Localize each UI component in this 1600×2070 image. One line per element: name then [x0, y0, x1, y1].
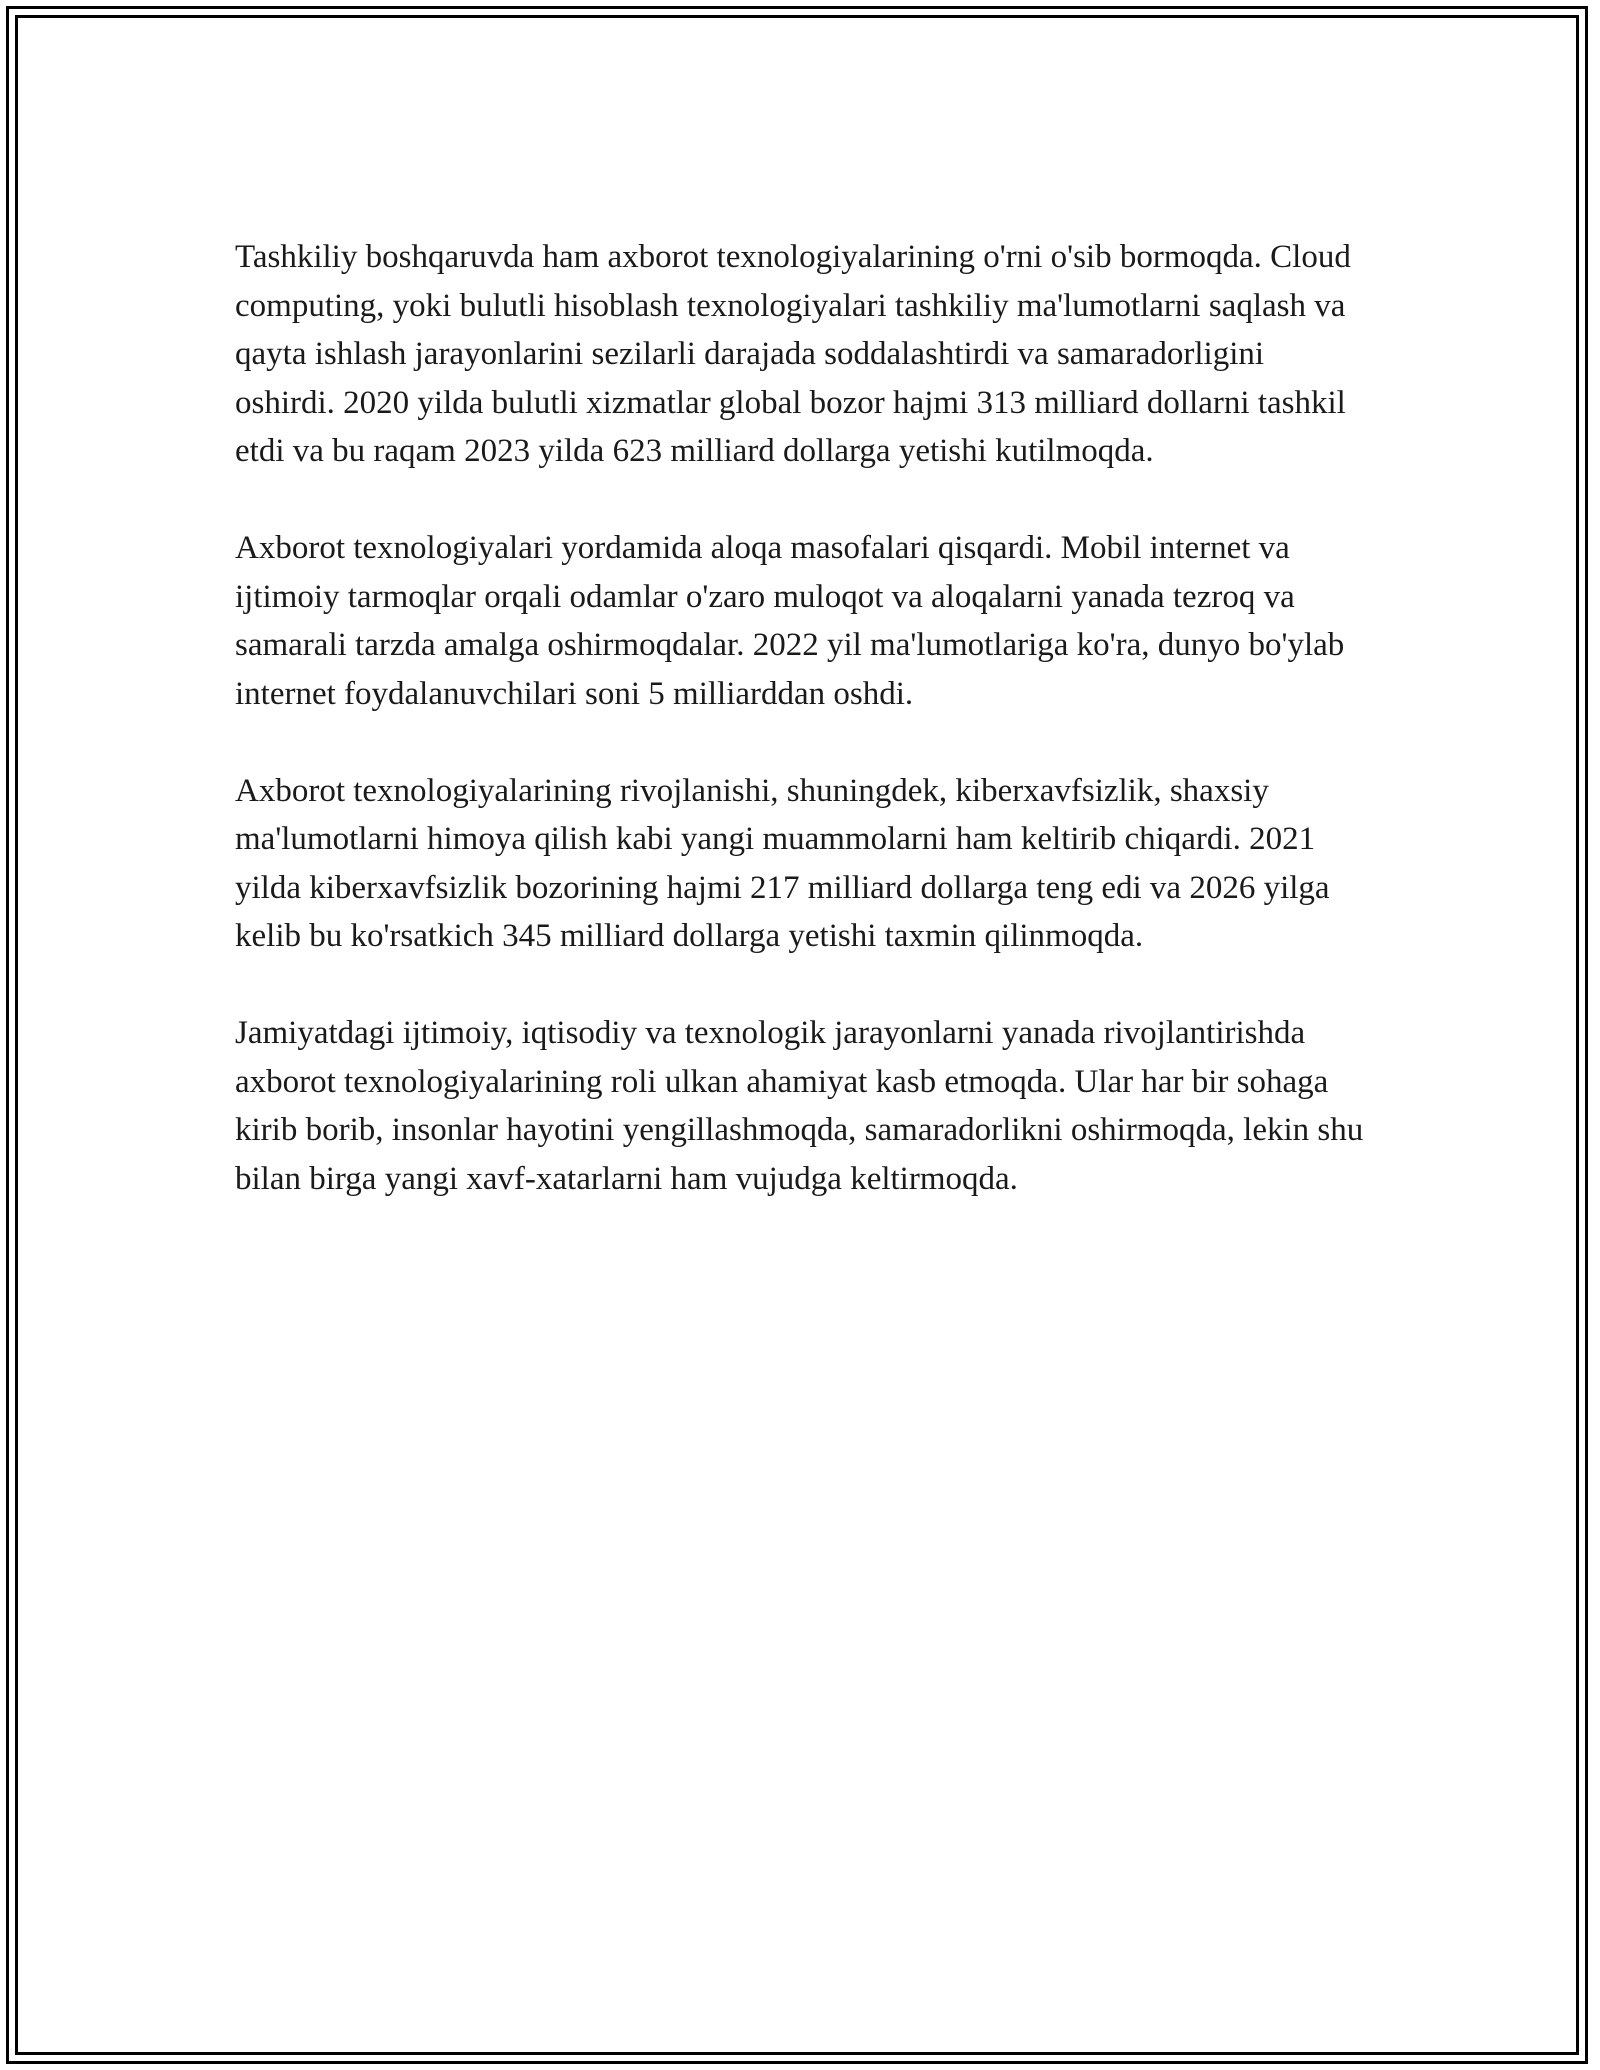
paragraph-communication: Axborot texnologiyalari yordamida aloqa masofalari qisqardi. Mobil internet va ijtimoiy tarmoqlar orqali odamlar o'zaro muloqot va aloqalarni yanada tezroq va samarali tarzda amalga oshirmoqdalar. 2022 yil ma'lumotlariga ko'ra, dunyo bo'ylab internet foydalanuvchilari soni 5 milliarddan oshdi. [235, 530, 1345, 712]
paragraph-conclusion: Jamiyatdagi ijtimoiy, iqtisodiy va texnologik jarayonlarni yanada rivojlantirishda axborot texnologiyalarining roli ulkan ahamiyat kasb etmoqda. Ular har bir sohaga kirib borib, insonlar hayotini yengillashmoqda, samaradorlikni oshirmoqda, lekin shu bilan birga yangi xavf-xatarlarni ham vujudga keltirmoqda. [235, 1015, 1364, 1197]
document-body [235, 233, 1370, 1252]
paragraph-cloud-computing: Tashkiliy boshqaruvda ham axborot texnologiyalarining o'rni o'sib bormoqda. Cloud computing, yoki bulutli hisoblash texnologiyalari tashkiliy ma'lumotlarni saqlash va qayta ishlash jarayonlarini sezilarli darajada soddalashtirdi va samaradorligini oshirdi. 2020 yilda bulutli xizmatlar global bozor hajmi 313 milliard dollarni tashkil etdi va bu raqam 2023 yilda 623 milliard dollarga yetishi kutilmoqda. [235, 239, 1351, 469]
paragraph-cybersecurity: Axborot texnologiyalarining rivojlanishi, shuningdek, kiberxavfsizlik, shaxsiy ma'lumotlarni himoya qilish kabi yangi muammolarni ham keltirib chiqardi. 2021 yilda kiberxavfsizlik bozorining hajmi 217 milliard dollarga teng edi va 2026 yilga kelib bu ko'rsatkich 345 milliard dollarga yetishi taxmin qilinmoqda. [235, 772, 1330, 954]
